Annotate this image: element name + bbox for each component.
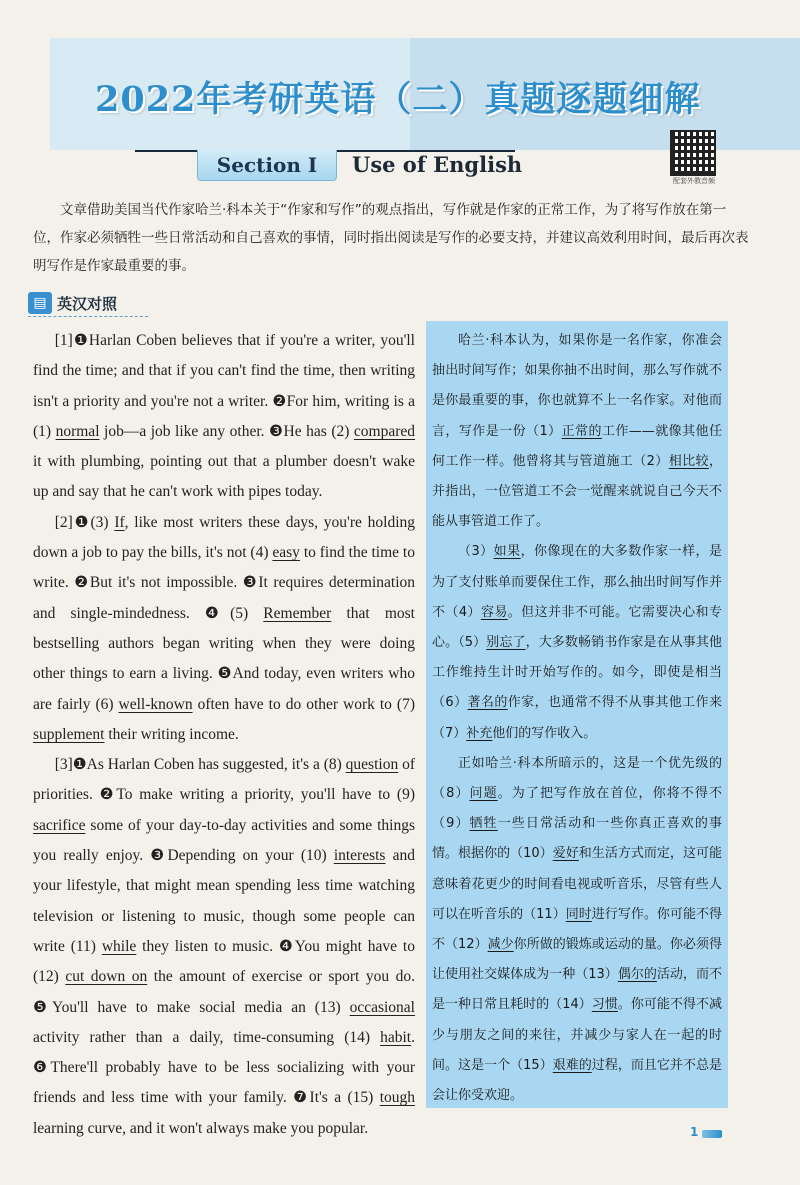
chinese-paragraph-1 (432, 326, 722, 537)
text-run: 工作——就像其他任何工作一样。他曾将其与管道施工（2） (432, 423, 722, 469)
subheading-rule (28, 316, 148, 317)
text-run: 他们的写作收入。 (492, 725, 597, 741)
answer-12: cut down on (65, 968, 148, 986)
answer-10: interests (333, 847, 386, 865)
answer-5: Remember (263, 604, 332, 622)
text-run: [1]❶Harlan Coben believes that if you're a writer, you'll find the time; and that if you can't find the time, then writing isn't a priority and you're not a writer. ❷For him, writing is a (1) (33, 332, 415, 440)
english-paragraph-2 (33, 508, 415, 750)
text-run: ，你像现在的大多数作家一样，是为了支付账单而要保住工作，那么抽出时间写作并不（4） (432, 544, 722, 620)
text-run: and your lifestyle, that might mean spending less time watching television or listening to music, though some people can write (11) (33, 847, 415, 955)
text-run: , like most writers these days, you're holding down a job to pay the bills, it's not (4) (33, 513, 415, 562)
translation-answer-13: 偶尔的 (617, 967, 657, 983)
answer-13: occasional (349, 998, 415, 1016)
answer-7: supplement (33, 725, 105, 743)
text-run: （3） (458, 544, 494, 560)
text-run: 活动，而不是一种日常且耗时的（14） (432, 967, 722, 1013)
page-number: 1 (690, 1125, 699, 1139)
translation-answer-12: 减少 (487, 937, 514, 953)
answer-9: sacrifice (33, 816, 86, 834)
chinese-paragraph-3 (432, 749, 722, 1111)
qr-code-icon[interactable] (670, 130, 716, 176)
text-run: 你所做的锻炼或运动的量。你必须得让使用社交媒体成为一种（13） (432, 937, 722, 983)
text-run: 一些日常活动和一些你真正喜欢的事情。根据你的（10） (432, 816, 722, 862)
text-run: that most bestselling authors began writing when they were doing other things to earn a living. ❺And today, even writers who are fairly (6) (33, 604, 415, 713)
text-run: activity rather than a daily, time-consuming (14) (33, 1028, 381, 1046)
translation-answer-1: 正常的 (561, 423, 602, 439)
chinese-paragraph-2 (432, 537, 722, 748)
text-run: their writing income. (104, 725, 239, 743)
translation-answer-5: 别忘了 (486, 635, 526, 651)
text-run: 。你可能不得不减少与朋友之间的来往，并减少与家人在一起的时间。这是一个（15） (432, 997, 722, 1073)
text-run: 正如哈兰·科本所暗示的，这是一个优先级的（8） (432, 755, 722, 802)
text-run: . ❻There'll probably have to be less socializing with your friends and less time with your family. ❼It's a (15) (33, 1028, 415, 1107)
intro-summary: 文章借助美国当代作家哈兰·科本关于“作家和写作”的观点指出，写作就是作家的正常工作，为了将写作放在第一位，作家必须牺牲一些日常活动和自己喜欢的事情，同时指出阅读是写作的必要支持，并建议高效利用时间，最后再次表明写作是作家最重要的事。 (33, 202, 749, 274)
english-paragraph-3 (33, 750, 415, 1144)
translation-answer-14: 习惯 (591, 997, 618, 1013)
answer-15: tough (379, 1089, 415, 1107)
text-run: learning curve, and it won't always make you popular. (33, 1119, 369, 1137)
text-run: [3]❶As Harlan Coben has suggested, it's a (8) (54, 756, 346, 774)
english-text (33, 326, 415, 1144)
section-name: Use of English (352, 152, 523, 177)
translation-answer-10: 爱好 (552, 846, 579, 862)
translation-answer-3: 如果 (493, 544, 521, 560)
translation-answer-2: 相比较 (668, 453, 709, 469)
text-run: ，并指出，一位管道工不会一觉醒来就说自己今天不能从事管道工作了。 (432, 453, 722, 530)
answer-14: habit (380, 1028, 412, 1046)
text-run: they listen to music. ❹You might have to (12) (33, 937, 415, 986)
text-run: of priorities. ❷To make writing a priority, you'll have to (9) (33, 756, 415, 804)
translation-answer-11: 同时 (565, 906, 592, 922)
text-run: [2]❶(3) (54, 513, 115, 531)
text-run: some of your day-to-day activities and some things you really enjoy. ❸Depending on your (10) (33, 816, 415, 865)
text-run: job—a job like any other. ❸He has (2) (99, 422, 354, 440)
text-run: 。但这并非不可能。它需要决心和专心。（5） (432, 604, 722, 651)
translation-answer-7: 补充 (466, 725, 493, 741)
text-run: to find the time to write. ❷But it's not impossible. ❸It requires determination and single-mindedness. ❹(5) (33, 544, 415, 622)
text-run: ，大多数畅销书作家是在从事其他工作维持生计时开始写作的。如今，即使是相当（6） (432, 635, 722, 711)
section-tab: Section Ⅰ (197, 150, 337, 181)
translation-answer-9: 牺牲 (469, 816, 498, 832)
text-run: 和生活方式而定，这可能意味着花更少的时间看电视或听音乐，尽管有些人可以在听音乐的（11） (432, 846, 722, 922)
subheading-label: 英汉对照 (57, 294, 118, 313)
answer-6: well-known (118, 695, 193, 713)
qr-caption: 配套外教音频 (673, 177, 715, 185)
answer-3: If (114, 513, 125, 531)
text-run: 进行写作。你可能不得不（12） (432, 906, 722, 953)
answer-11: while (101, 937, 137, 955)
text-run: 。为了把写作放在首位，你将不得不（9） (432, 786, 722, 832)
translation-answer-4: 容易 (480, 604, 508, 620)
chinese-text (432, 326, 722, 1111)
subheading (28, 291, 117, 315)
answer-4: easy (272, 544, 300, 562)
text-run: 过程，而且它并不总是会让你受欢迎。 (432, 1057, 722, 1104)
text-run: 哈兰·科本认为，如果你是一名作家，你准会抽出时间写作；如果你抽不出时间，那么写作就不是你最重要的事，你也就算不上一名作家。对他而言，写作是一份（1） (432, 333, 722, 439)
translation-answer-15: 艰难的 (552, 1057, 592, 1073)
answer-8: question (345, 756, 399, 774)
answer-1: normal (55, 422, 100, 440)
text-run: 作家，也通常不得不从事其他工作来（7） (432, 695, 722, 741)
english-paragraph-1 (33, 326, 415, 508)
text-run: often have to do other work to (7) (192, 695, 415, 713)
page-number-mark (702, 1130, 722, 1138)
text-run: it with plumbing, pointing out that a plumber doesn't wake up and say that he can't work with pipes today. (33, 453, 415, 501)
page-title: 2022年考研英语（二）真题逐题细解 (95, 79, 701, 120)
translation-answer-6: 著名的 (467, 695, 508, 711)
text-run: the amount of exercise or sport you do. ❺You'll have to make social media an (13) (33, 968, 415, 1016)
book-icon: ▤ (28, 292, 52, 314)
translation-answer-8: 问题 (469, 786, 498, 802)
answer-2: compared (353, 422, 416, 440)
